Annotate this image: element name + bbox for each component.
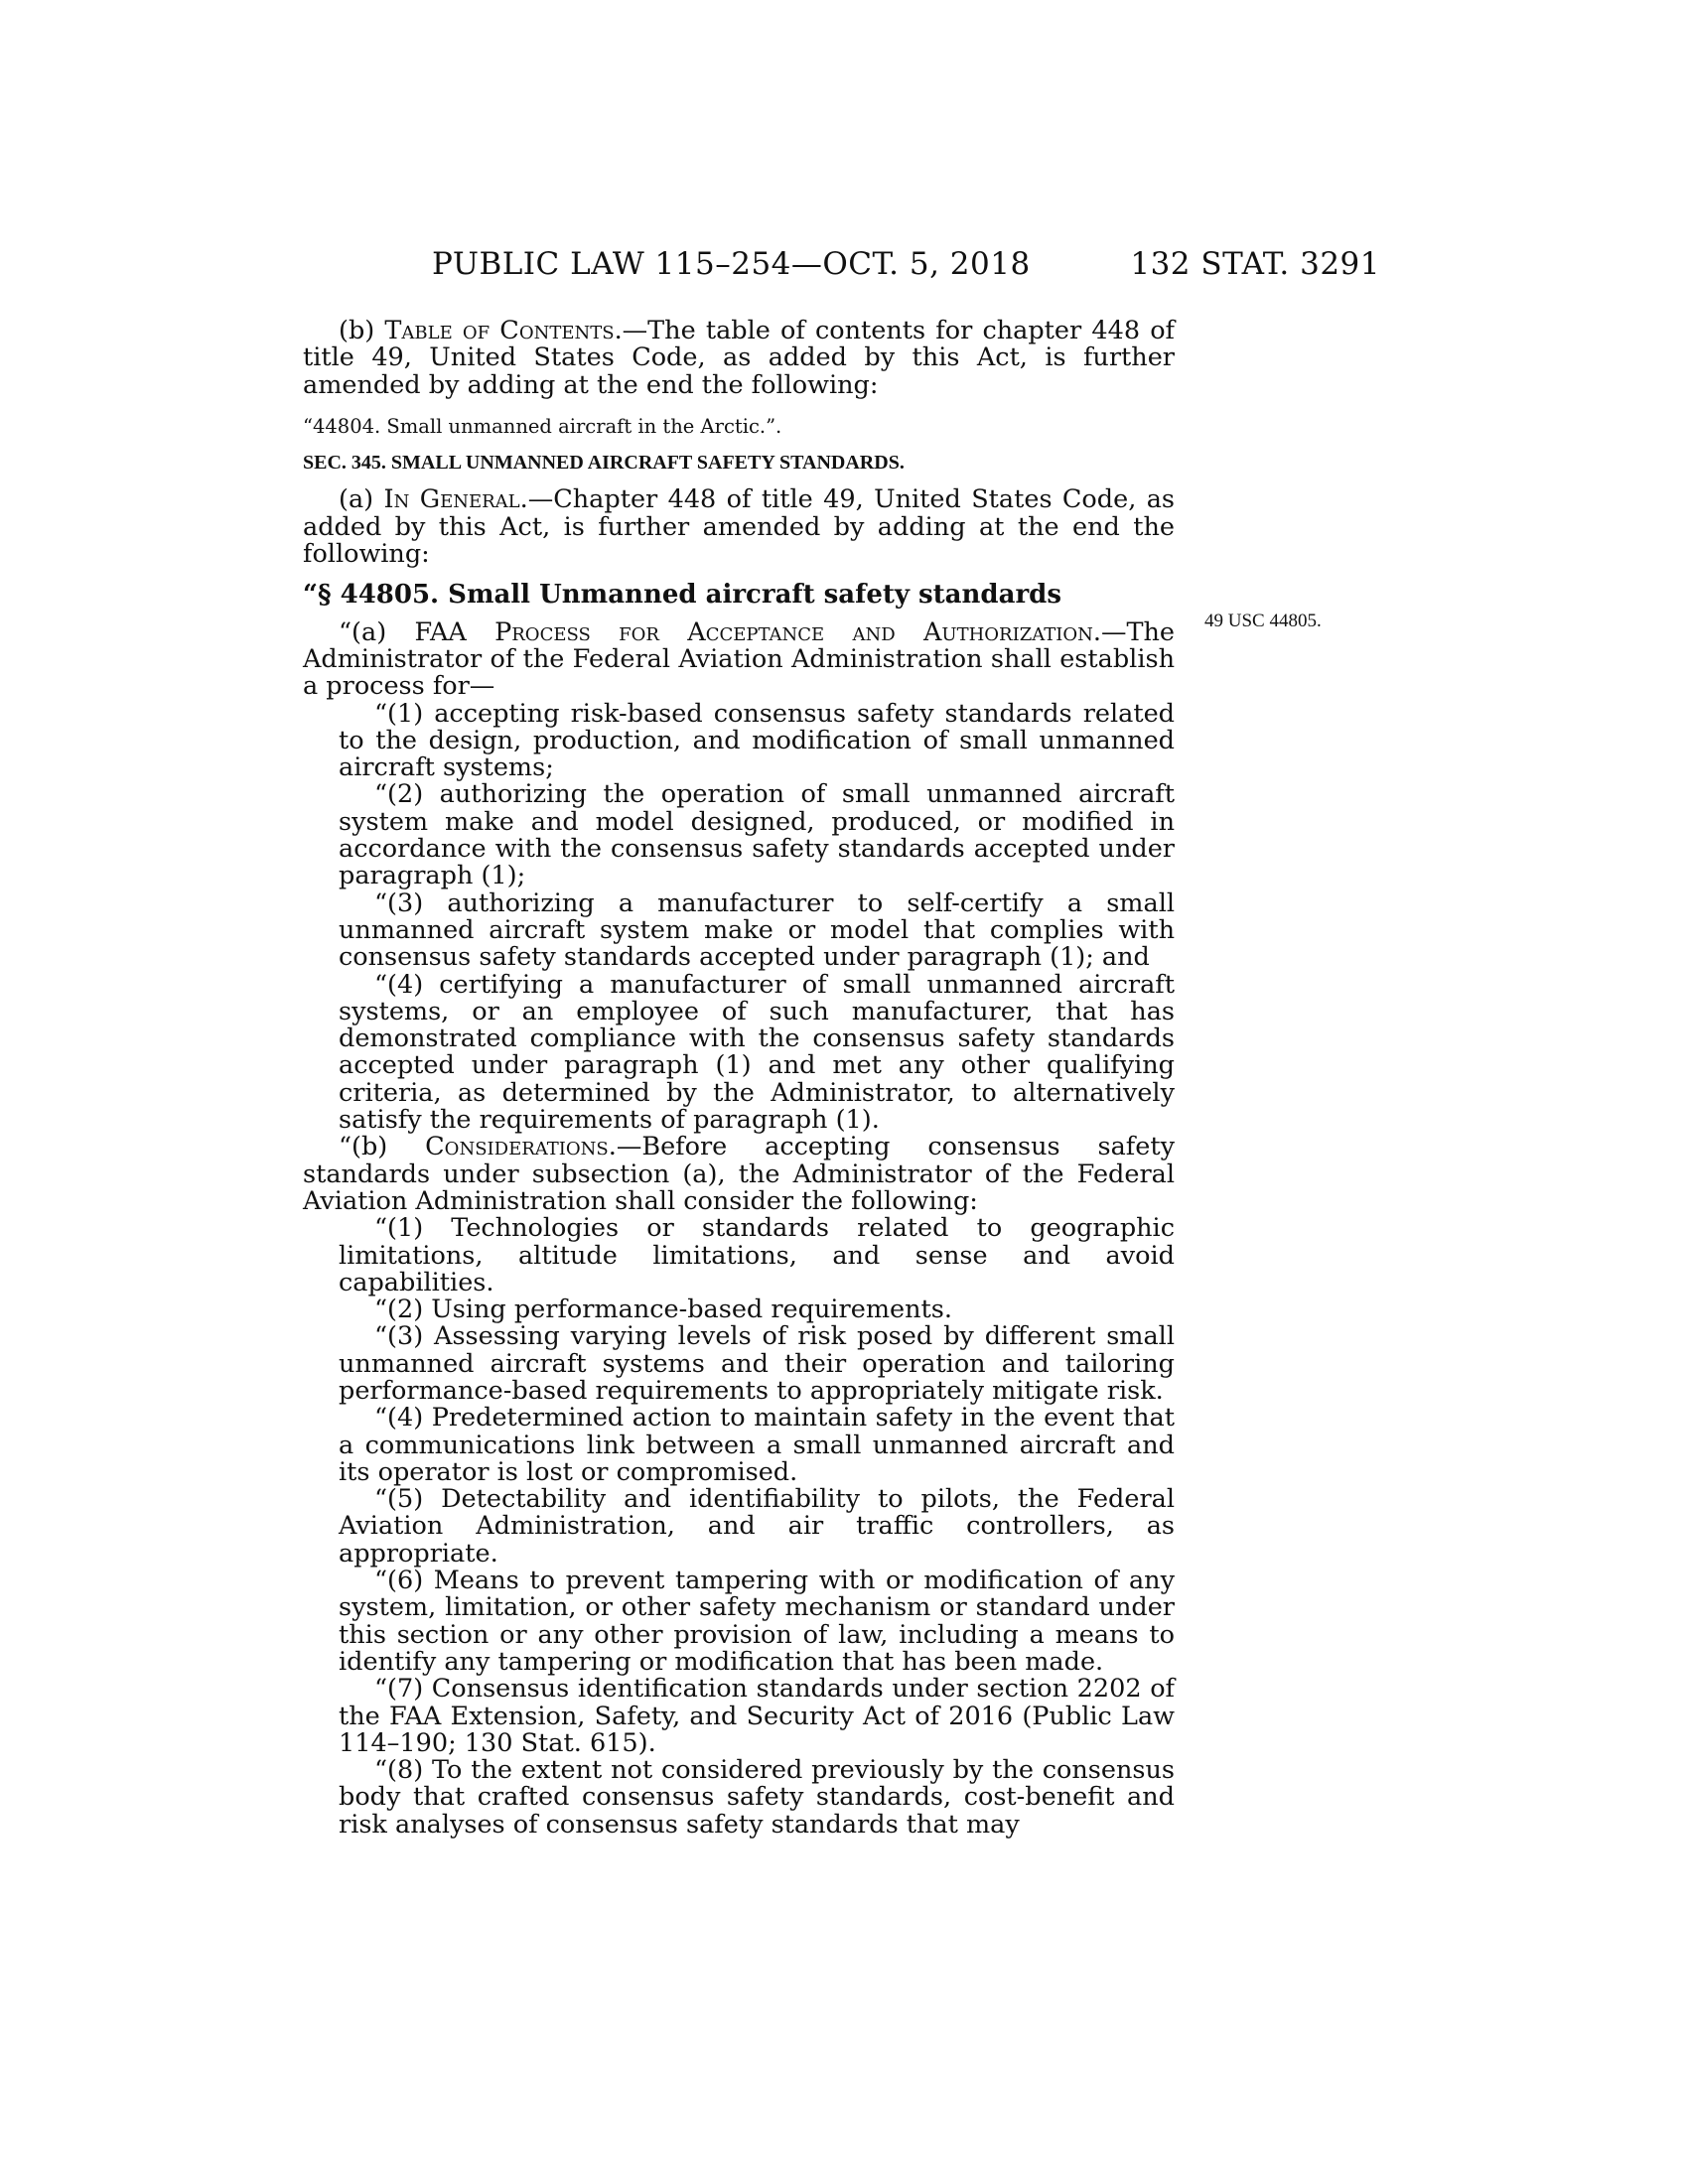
clause-b-7: “(7) Consensus identification standards under section 2202 of the FAA Extension, Safety, and Security Act of 2016 (Public Law 114–190; 130 Stat. 615). xyxy=(339,1674,1175,1758)
section-heading: SEC. 345. SMALL UNMANNED AIRCRAFT SAFETY STANDARDS. xyxy=(303,452,905,475)
law-title: PUBLIC LAW 115–254—OCT. 5, 2018 xyxy=(432,246,1031,282)
clause-b-5: “(5) Detectability and identifiability to pilots, the Federal Aviation Administration, and air traffic controllers, as appropriate. xyxy=(339,1484,1175,1569)
paragraph-b: (b) Table of Contents.—The table of contents for chapter 448 of title 49, United States Code, as added by this Act, is further amended by adding at the end the following: xyxy=(303,316,1175,400)
subsection-a: “(a) FAA Process for Acceptance and Authorization.—The Administrator of the Federal Aviation Administration shall establish a process for— xyxy=(303,616,1175,702)
clause-b-4: “(4) Predetermined action to maintain safety in the event that a communications link between a small unmanned aircraft and its operator is lost or compromised. xyxy=(339,1403,1175,1487)
caption: Table of Contents xyxy=(384,316,615,345)
caption: Considerations xyxy=(425,1132,609,1162)
clause-a-2: “(2) authorizing the operation of small unmanned aircraft system make and model designed, produced, or modified in accordance with the consensus safety standards accepted under paragraph (1); xyxy=(339,779,1175,891)
document-body xyxy=(303,318,1175,1839)
clause-b-2: “(2) Using performance-based requirements. xyxy=(374,1295,952,1325)
running-head xyxy=(298,246,1380,286)
caption: FAA Process for Acceptance and Authorization xyxy=(414,616,1093,647)
subsection-b: “(b) Considerations.—Before accepting consensus safety standards under subsection (a), the Administrator of the Federal Aviation Administration shall consider the following: xyxy=(303,1132,1175,1216)
clause-b-3: “(3) Assessing varying levels of risk posed by different small unmanned aircraft systems and their operation and tailoring performance-based requirements to appropriately mitigate risk. xyxy=(339,1321,1175,1406)
clause-b-6: “(6) Means to prevent tampering with or modification of any system, limitation, or other safety mechanism or standard under this section or any other provision of law, including a means to identify any tampering or modification that has been made. xyxy=(339,1566,1175,1677)
section-title: “§ 44805. Small Unmanned aircraft safety standards xyxy=(303,580,1061,611)
margin-citation: 49 USC 44805. xyxy=(1204,611,1322,631)
clause-a-3: “(3) authorizing a manufacturer to self-certify a small unmanned aircraft system make or model that complies with consensus safety standards accepted under paragraph (1); and xyxy=(339,887,1175,973)
toc-entry: “44804. Small unmanned aircraft in the Arctic.”. xyxy=(303,414,782,438)
paragraph-a: (a) In General.—Chapter 448 of title 49, United States Code, as added by this Act, is further amended by adding at the end the following: xyxy=(303,484,1175,570)
clause-b-8: “(8) To the extent not considered previously by the consensus body that crafted consensus safety standards, cost-benefit and risk analyses of consensus safety standards that may xyxy=(339,1755,1175,1840)
page-number: 132 STAT. 3291 xyxy=(1130,246,1380,282)
caption: In General xyxy=(383,484,520,515)
clause-a-4: “(4) certifying a manufacturer of small unmanned aircraft systems, or an employee of such manufacturer, that has demonstrated compliance with the consensus safety standards accepted under paragraph (1) and met any other qualifying criteria, as determined by the Administrator, to alternatively satisfy the requirements of paragraph (1). xyxy=(339,969,1175,1136)
clause-b-1: “(1) Technologies or standards related to geographic limitations, altitude limitations, and sense and avoid capabilities. xyxy=(339,1213,1175,1297)
clause-a-1: “(1) accepting risk-based consensus safety standards related to the design, production, and modification of small unmanned aircraft systems; xyxy=(339,698,1175,783)
